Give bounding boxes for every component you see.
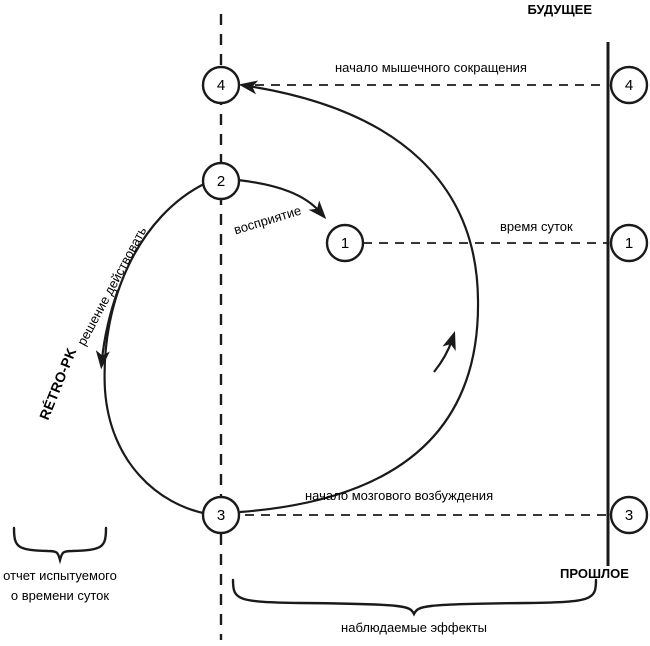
node-3-left xyxy=(203,497,239,533)
label-subject-report-line2: о времени суток xyxy=(10,588,110,603)
node-2-left-label: 2 xyxy=(216,172,226,190)
label-muscle-contraction: начало мышечного сокращения xyxy=(335,60,527,75)
loop-right-arc-midarrow xyxy=(434,340,452,372)
node-1-right-label: 1 xyxy=(624,234,634,252)
node-1-middle xyxy=(327,225,363,261)
label-decision-to-act: решение действовать xyxy=(74,224,150,349)
node-4-left-label: 4 xyxy=(216,76,226,94)
label-retro-pk: RÉTRO-PK xyxy=(36,345,80,422)
label-future: БУДУЩЕЕ xyxy=(527,2,592,17)
loop-right-arc xyxy=(240,86,478,512)
brace-subject-report xyxy=(14,528,106,560)
node-1-right xyxy=(611,225,647,261)
node-3-right-label: 3 xyxy=(624,506,634,524)
node-3-left-label: 3 xyxy=(216,506,226,524)
node-4-right-label: 4 xyxy=(624,76,634,94)
node-4-left xyxy=(203,67,239,103)
perception-arc xyxy=(238,180,320,212)
label-subject-report-line1: отчет испытуемого xyxy=(3,568,117,583)
label-observable-effects: наблюдаемые эффекты xyxy=(341,620,487,635)
node-3-right xyxy=(611,497,647,533)
label-past: ПРОШЛОЕ xyxy=(560,566,629,581)
brace-observable-effects xyxy=(233,580,596,614)
label-perception: восприятие xyxy=(232,202,303,238)
node-4-right xyxy=(611,67,647,103)
node-2-left xyxy=(203,163,239,199)
label-time-of-day: время суток xyxy=(500,219,573,234)
label-brain-excitation: начало мозгового возбуждения xyxy=(305,488,494,503)
loop-left-arc xyxy=(105,183,208,514)
node-1-middle-label: 1 xyxy=(340,234,350,252)
